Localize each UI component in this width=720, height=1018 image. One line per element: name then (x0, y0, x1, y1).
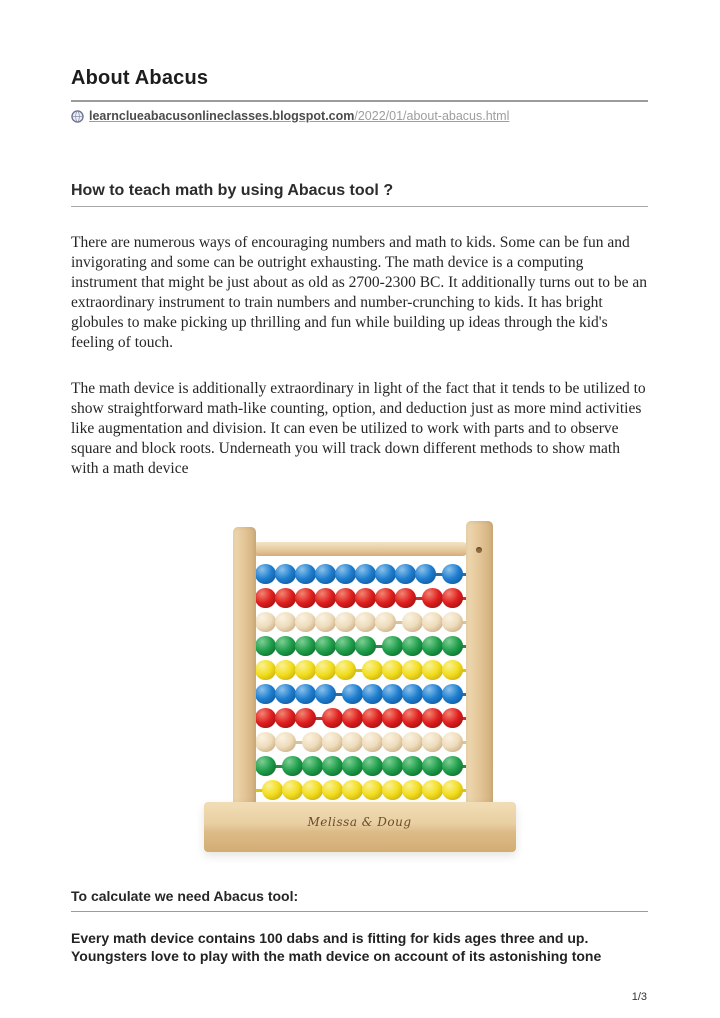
bead-cluster-left (256, 660, 356, 680)
abacus-bead-green (295, 636, 316, 656)
abacus-bead-yellow (282, 780, 303, 800)
bold-paragraph: Every math device contains 100 dabs and is fitting for kids ages three and up. Youngsters love to play with the math device on account of its astonishing tone (71, 930, 602, 964)
bead-cluster-right (323, 708, 463, 728)
abacus-bead-natural (362, 732, 383, 752)
abacus-bead-red (362, 708, 383, 728)
abacus-bead-green (382, 636, 403, 656)
abacus-bead-red (442, 708, 463, 728)
abacus-bead-green (342, 756, 363, 776)
abacus-bead-yellow (275, 660, 296, 680)
abacus-bead-green (335, 636, 356, 656)
abacus-bead-blue (255, 684, 276, 704)
abacus-bead-blue (442, 564, 463, 584)
abacus-bead-red (402, 708, 423, 728)
abacus-image (195, 515, 525, 855)
abacus-bead-yellow (442, 660, 463, 680)
abacus-bead-blue (422, 684, 443, 704)
abacus-bead-natural (442, 612, 463, 632)
bead-cluster-left (256, 684, 336, 704)
abacus-bead-row-6 (256, 684, 463, 704)
abacus-bead-green (362, 756, 383, 776)
abacus-bead-red (442, 588, 463, 608)
abacus-bead-blue (255, 564, 276, 584)
abacus-bead-red (255, 708, 276, 728)
page-number: 1/3 (631, 991, 647, 1003)
page-title: About Abacus (71, 67, 209, 89)
abacus-bead-blue (275, 684, 296, 704)
abacus-bead-yellow (402, 660, 423, 680)
abacus-bead-natural (322, 732, 343, 752)
abacus-bead-green (322, 756, 343, 776)
bead-cluster-left (256, 564, 436, 584)
abacus-bead-green (422, 756, 443, 776)
brand-logo: Melissa & Doug (307, 815, 412, 829)
bead-cluster-left (256, 732, 296, 752)
abacus-bead-green (382, 756, 403, 776)
source-line (71, 109, 648, 124)
abacus-bead-blue (315, 684, 336, 704)
paragraph-1: There are numerous ways of encouraging numbers and math to kids. Some can be fun and invigorating and some can be outright exhausting. The math device is a computing instrument that might be just about as old as 2700-2300 BC. It additionally turns out to be an extraordinary instrument to train numbers and number-crunching to kids. It has bright globules to make picking up thrilling and fun while building up ideas through the kid's feeling of touch. (71, 234, 648, 351)
abacus-bead-red (295, 708, 316, 728)
sub-heading: To calculate we need Abacus tool: (71, 888, 299, 904)
abacus-bead-yellow (315, 660, 336, 680)
abacus-bead-yellow (335, 660, 356, 680)
abacus-bead-row-8 (256, 732, 463, 752)
abacus-bead-row-4 (256, 636, 463, 656)
abacus-bead-blue (395, 564, 416, 584)
abacus-bead-yellow (382, 660, 403, 680)
abacus-bead-yellow (255, 660, 276, 680)
bead-cluster-right (383, 636, 463, 656)
bead-cluster-right (443, 564, 463, 584)
bead-cluster-right (363, 660, 463, 680)
source-url-domain: learnclueabacusonlineclasses.blogspot.com (89, 109, 355, 123)
abacus-bead-yellow (295, 660, 316, 680)
abacus-bead-natural (275, 732, 296, 752)
abacus-bead-yellow (302, 780, 323, 800)
abacus-bead-natural (255, 732, 276, 752)
abacus-bead-row-3 (256, 612, 463, 632)
abacus-bead-red (342, 708, 363, 728)
abacus-bead-red (335, 588, 356, 608)
paragraph-2: The math device is additionally extraordinary in light of the fact that it tends to be utilized to show straightforward math-like counting, option, and deduction just as more mind activities like augmentation and division. It can even be utilized to work with parts and to observe square and block roots. Underneath you will track down different methods to show math with a math device (71, 380, 646, 477)
abacus-bead-natural (422, 612, 443, 632)
abacus-bead-blue (295, 684, 316, 704)
abacus-bead-natural (375, 612, 396, 632)
abacus-bead-row-1 (256, 564, 463, 584)
abacus-bead-yellow (402, 780, 423, 800)
section-heading: How to teach math by using Abacus tool ? (71, 182, 394, 199)
sub-heading-divider (71, 911, 648, 912)
abacus-bead-green (275, 636, 296, 656)
abacus-bead-blue (362, 684, 383, 704)
abacus-bead-green (442, 636, 463, 656)
bead-cluster-right (283, 756, 463, 776)
abacus-bead-red (275, 588, 296, 608)
bead-cluster-right (423, 588, 463, 608)
abacus-left-post (233, 527, 256, 807)
abacus-bead-green (315, 636, 336, 656)
abacus-bead-row-2 (256, 588, 463, 608)
bead-cluster-right (303, 732, 463, 752)
abacus-right-post (466, 521, 493, 807)
abacus-bead-yellow (262, 780, 283, 800)
abacus-bead-green (402, 636, 423, 656)
abacus-bead-red (255, 588, 276, 608)
abacus-bead-green (255, 636, 276, 656)
abacus-bead-red (395, 588, 416, 608)
abacus-bead-yellow (342, 780, 363, 800)
abacus-bead-green (355, 636, 376, 656)
abacus-bead-natural (295, 612, 316, 632)
bead-cluster-left (256, 636, 376, 656)
abacus-bead-natural (275, 612, 296, 632)
bead-cluster-left (256, 756, 276, 776)
abacus-bead-row-7 (256, 708, 463, 728)
abacus-bead-red (382, 708, 403, 728)
globe-favicon-icon (71, 110, 84, 123)
abacus-bead-yellow (322, 780, 343, 800)
abacus-bead-yellow (422, 780, 443, 800)
abacus-bead-natural (255, 612, 276, 632)
abacus-bead-green (442, 756, 463, 776)
abacus-bead-yellow (382, 780, 403, 800)
abacus-post-hole (476, 547, 482, 553)
abacus-base (204, 802, 516, 852)
abacus-bead-natural (302, 732, 323, 752)
abacus-bead-yellow (362, 660, 383, 680)
abacus-bead-green (282, 756, 303, 776)
abacus-bead-natural (402, 732, 423, 752)
abacus-bead-green (422, 636, 443, 656)
bead-cluster-right (263, 780, 463, 800)
bead-cluster-left (256, 588, 416, 608)
abacus-bead-row-10 (256, 780, 463, 800)
abacus-bead-blue (375, 564, 396, 584)
abacus-bead-red (275, 708, 296, 728)
abacus-bead-green (255, 756, 276, 776)
abacus-bead-natural (315, 612, 336, 632)
abacus-bead-blue (315, 564, 336, 584)
abacus-bead-red (375, 588, 396, 608)
bead-cluster-right (403, 612, 463, 632)
heading-divider (71, 206, 648, 207)
abacus-bead-natural (355, 612, 376, 632)
abacus-bead-yellow (442, 780, 463, 800)
abacus-bead-blue (355, 564, 376, 584)
abacus-bead-blue (335, 564, 356, 584)
abacus-bead-natural (342, 732, 363, 752)
abacus-bead-green (302, 756, 323, 776)
abacus-bead-red (422, 588, 443, 608)
abacus-bead-blue (295, 564, 316, 584)
abacus-bead-natural (382, 732, 403, 752)
abacus-bead-yellow (422, 660, 443, 680)
abacus-bead-blue (442, 684, 463, 704)
abacus-bead-red (295, 588, 316, 608)
abacus-bead-natural (402, 612, 423, 632)
bead-cluster-left (256, 612, 396, 632)
source-url-link[interactable] (89, 109, 509, 124)
abacus-bead-row-5 (256, 660, 463, 680)
abacus-bead-blue (342, 684, 363, 704)
abacus-bead-red (355, 588, 376, 608)
abacus-bead-red (422, 708, 443, 728)
abacus-bead-blue (275, 564, 296, 584)
abacus-bead-red (322, 708, 343, 728)
abacus-bead-natural (422, 732, 443, 752)
abacus-bead-blue (382, 684, 403, 704)
title-divider (71, 100, 648, 102)
abacus-bead-blue (415, 564, 436, 584)
abacus-bead-red (315, 588, 336, 608)
abacus-bead-natural (442, 732, 463, 752)
abacus-bead-green (402, 756, 423, 776)
bead-cluster-left (256, 708, 316, 728)
abacus-bead-blue (402, 684, 423, 704)
source-url-path: /2022/01/about-abacus.html (354, 109, 510, 123)
abacus-bead-row-9 (256, 756, 463, 776)
abacus-bead-yellow (362, 780, 383, 800)
abacus-bead-natural (335, 612, 356, 632)
bead-cluster-right (343, 684, 463, 704)
